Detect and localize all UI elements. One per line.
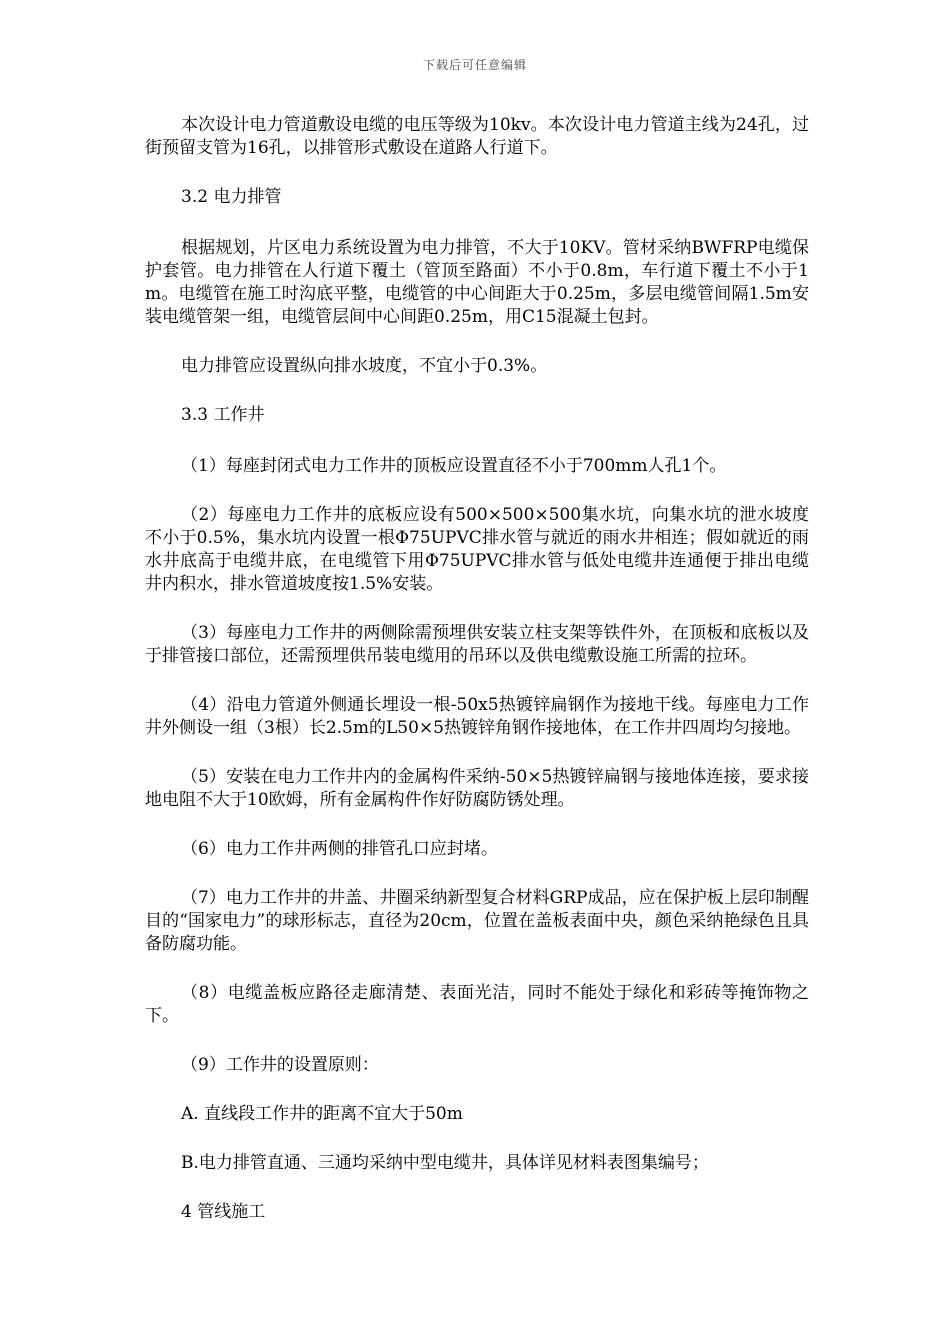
rule-item-a: A. 直线段工作井的距离不宜大于50m [181, 1104, 463, 1124]
list-item-1: （1）每座封闭式电力工作井的顶板应设置直径不小于700mm人孔1个。 [181, 456, 727, 476]
list-item-8: （8）电缆盖板应路径走廊清楚、表面光洁，同时不能处于绿化和彩砖等掩饰物之下。 [145, 983, 809, 1026]
list-item-2: （2）每座电力工作井的底板应设有500×500×500集水坑，向集水坑的泄水坡度不小于0.5%，集水坑内设置一根Φ75UPVC排水管与就近的雨水井相连；假如就近的雨水井底高于电缆井底，在电缆管下用Φ75UPVC排水管与低处电缆井连通便于排出电缆井内积水，排水管道坡度按1.5%安装。 [145, 505, 809, 594]
section-heading-3-2: 3.2 电力排管 [181, 187, 282, 207]
document-body [145, 114, 809, 1252]
list-item-4: （4）沿电力管道外侧通长埋设一根-50x5热镀锌扁钢作为接地干线。每座电力工作井外侧设一组（3根）长2.5m的L50×5热镀锌角钢作接地体，在工作井四周均匀接地。 [145, 695, 809, 738]
section-heading-3-3: 3.3 工作井 [181, 405, 265, 425]
paragraph-power-conduit: 根据规划，片区电力系统设置为电力排管，不大于10KV。管材采纳BWFRP电缆保护套管。电力排管在人行道下覆土（管顶至路面）不小于0.8m，车行道下覆土不小于1m。电缆管在施工时沟底平整，电缆管的中心间距大于0.25m，多层电缆管间隔1.5m安装电缆管架一组，电缆管层间中心间距0.25m，用C15混凝土包封。 [145, 238, 809, 327]
rule-item-b: B.电力排管直通、三通均采纳中型电缆井，具体详见材料表图集编号； [181, 1153, 709, 1173]
list-item-7: （7）电力工作井的井盖、井圈采纳新型复合材料GRP成品，应在保护板上层印制醒目的“国家电力”的球形标志，直径为20cm，位置在盖板表面中央，颜色采纳艳绿色且具备防腐功能。 [145, 888, 809, 954]
list-item-6: （6）电力工作井两侧的排管孔口应封堵。 [181, 839, 498, 859]
section-heading-4: 4 管线施工 [181, 1202, 266, 1222]
page-header: 下载后可任意编辑 [422, 58, 527, 72]
list-item-9: （9）工作井的设置原则： [181, 1055, 379, 1075]
list-item-3: （3）每座电力工作井的两侧除需预埋供安装立柱支架等铁件外，在顶板和底板以及于排管接口部位，还需预埋供吊装电缆用的吊环以及供电缆敷设施工所需的拉环。 [145, 623, 809, 666]
paragraph-drainage-slope: 电力排管应设置纵向排水坡度，不宜小于0.3%。 [181, 356, 548, 376]
list-item-5: （5）安装在电力工作井内的金属构件采纳-50×5热镀锌扁钢与接地体连接，要求接地电阻不大于10欧姆，所有金属构件作好防腐防锈处理。 [145, 767, 809, 810]
paragraph-voltage-intro: 本次设计电力管道敷设电缆的电压等级为10kv。本次设计电力管道主线为24孔，过街预留支管为16孔，以排管形式敷设在道路人行道下。 [145, 115, 809, 158]
